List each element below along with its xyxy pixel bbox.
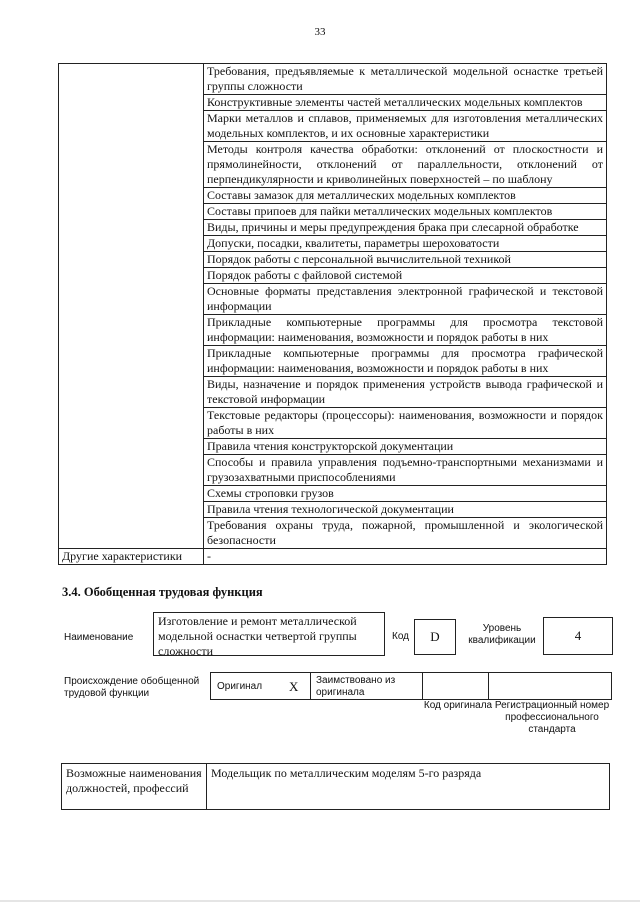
knowledge-label-cell [59,64,204,549]
level-value-box: 4 [543,617,613,655]
original-label: Оригинал [217,681,263,692]
original-code-caption: Код оригинала [423,700,493,711]
reg-number-cell [489,673,611,699]
name-label: Наименование [64,632,134,643]
knowledge-table [58,63,607,565]
origin-label: Происхождение обобщенной трудовой функции [64,676,200,699]
code-value-box: D [414,619,456,655]
borrowed-label: Заимствовано из оригинала [316,675,396,698]
level-label: Уровень квалификации [468,623,536,646]
knowledge-item: Виды, назначение и порядок применения устройств вывода графической и текстовой информации [204,377,607,408]
knowledge-item: Составы замазок для металлических модельных комплектов [204,188,607,204]
positions-table [61,763,610,810]
knowledge-item: Порядок работы с файловой системой [204,268,607,284]
knowledge-item: Виды, причины и меры предупреждения брака при слесарной обработке [204,220,607,236]
knowledge-item: Прикладные компьютерные программы для просмотра текстовой информации: наименования, возможности и порядок работы в них [204,315,607,346]
positions-value: Модельщик по металлическим моделям 5-го разряда [207,764,610,810]
positions-label: Возможные наименования должностей, профессий [62,764,207,810]
knowledge-item: Методы контроля качества обработки: отклонений от плоскостности и прямолинейности, отклонений от параллельности, отклонений от перпендикулярности и криволинейных поверхностей – по шаблону [204,142,607,188]
page-bottom-edge [0,900,640,902]
knowledge-item: Схемы строповки грузов [204,486,607,502]
knowledge-item: Конструктивные элементы частей металлических модельных комплектов [204,95,607,111]
knowledge-table-body [59,64,607,565]
origin-row [210,672,612,700]
knowledge-item: Порядок работы с персональной вычислительной техникой [204,252,607,268]
function-name-box: Изготовление и ремонт металлической модельной оснастки четвертой группы сложности [153,612,385,656]
original-code-cell [423,673,489,699]
knowledge-item: Правила чтения технологической документации [204,502,607,518]
positions-row [62,764,610,810]
section-title: 3.4. Обобщенная трудовая функция [62,585,263,599]
borrowed-cell [311,673,423,699]
knowledge-item: Текстовые редакторы (процессоры): наименования, возможности и порядок работы в них [204,408,607,439]
knowledge-item: Основные форматы представления электронной графической и текстовой информации [204,284,607,315]
knowledge-item: Марки металлов и сплавов, применяемых для изготовления металлических модельных комплектов, и их основные характеристики [204,111,607,142]
reg-number-caption: Регистрационный номер профессионального стандарта [494,700,610,735]
knowledge-item: Допуски, посадки, квалитеты, параметры шероховатости [204,236,607,252]
original-mark: X [289,679,299,694]
page-number: 33 [314,26,326,38]
knowledge-item: Требования охраны труда, пожарной, промышленной и экологической безопасности [204,518,607,549]
knowledge-item: Правила чтения конструкторской документации [204,439,607,455]
knowledge-item: Требования, предъявляемые к металлической модельной оснастке третьей группы сложности [204,64,607,95]
code-label: Код [392,631,410,642]
knowledge-item: Прикладные компьютерные программы для просмотра графической информации: наименования, возможности и порядок работы в них [204,346,607,377]
other-characteristics-row [59,549,607,565]
other-characteristics-label: Другие характеристики [59,549,204,565]
knowledge-item: Способы и правила управления подъемно-транспортными механизмами и грузозахватными приспособлениями [204,455,607,486]
knowledge-row [59,64,607,95]
original-cell [211,673,311,699]
knowledge-item: Составы припоев для пайки металлических модельных комплектов [204,204,607,220]
other-characteristics-value: - [204,549,607,565]
